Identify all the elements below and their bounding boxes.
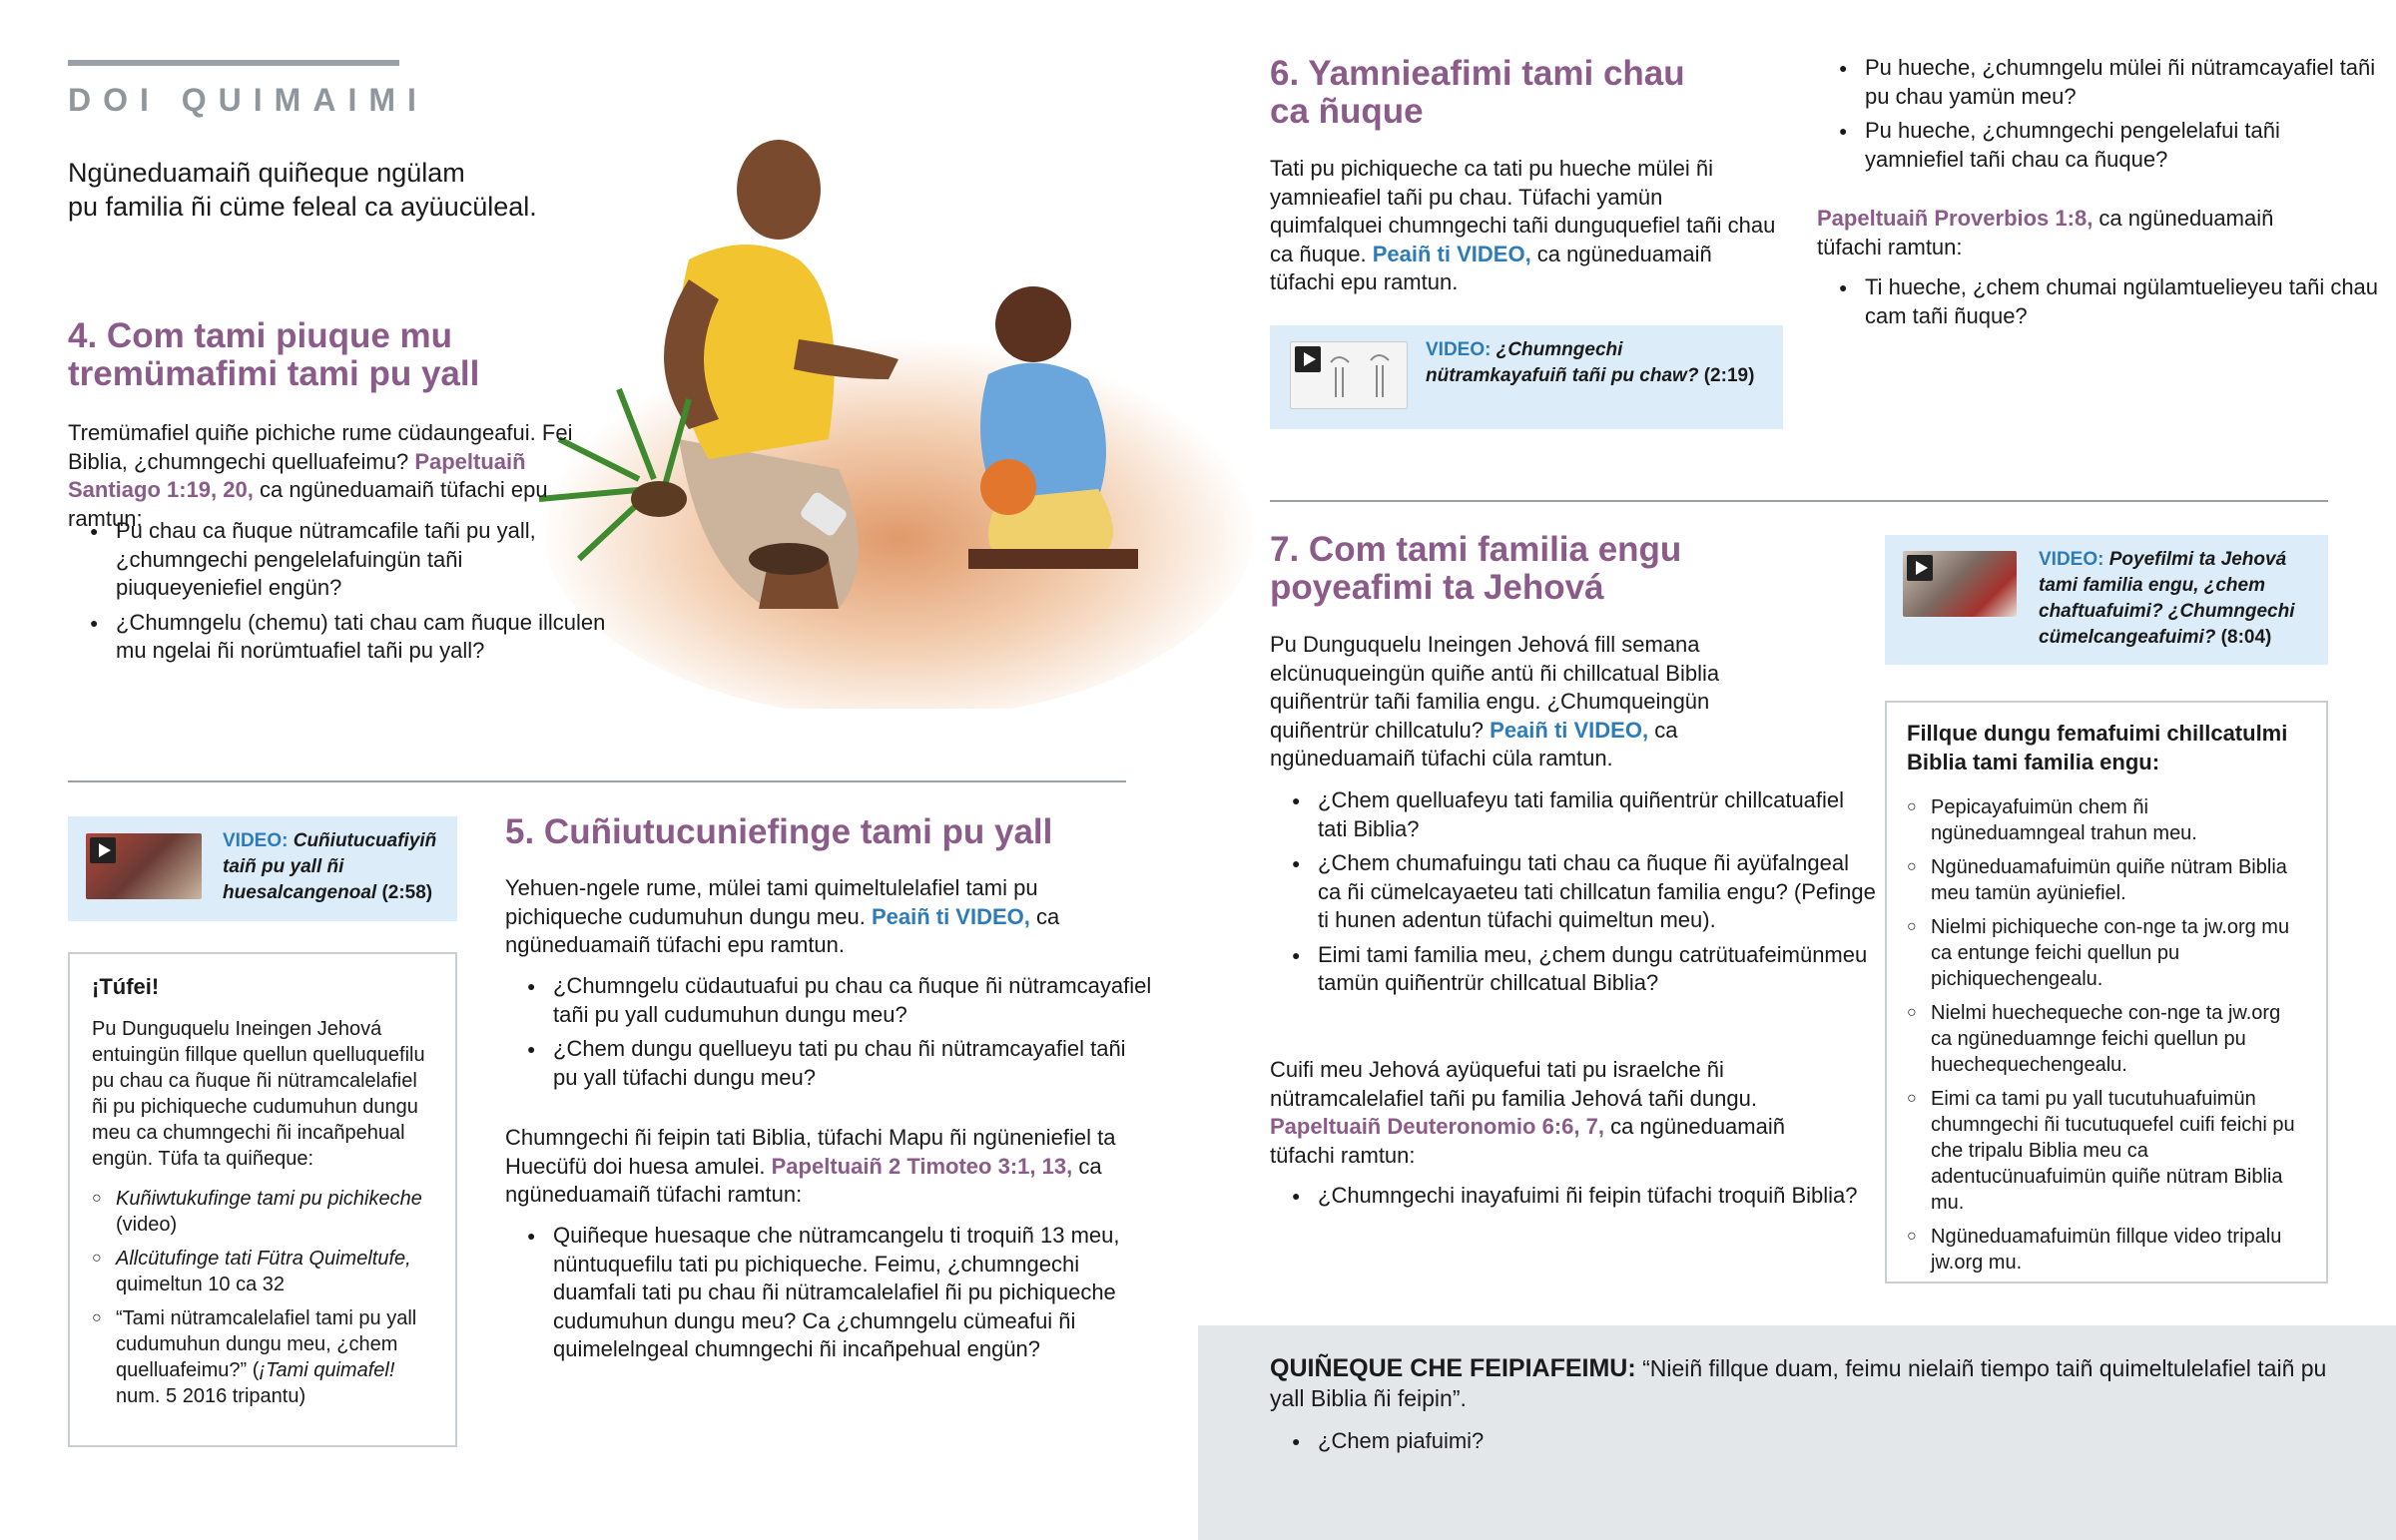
section-4-paragraph (68, 419, 615, 533)
header-bar (68, 60, 399, 66)
section-5-text-c: Chumngechi ñi feipin tati Biblia, tüfachi Mapu ñi ngüneniefiel ta Huecüfü doi huesa amulei. (505, 1125, 1116, 1179)
section-7-questions-1 (1270, 786, 1877, 1004)
video-link[interactable]: Peaiñ ti VIDEO, (1372, 241, 1531, 266)
footer-questions (1270, 1427, 2316, 1462)
divider-right (1270, 500, 2328, 502)
scripture-ref-santiago[interactable]: Papeltuaiñ Santiago 1:19, 20, (68, 448, 526, 502)
tips-title: Fillque dungu femafuimi chillcatulmi Biblia tami familia engu: (1907, 721, 2288, 774)
question-item: ● Pu chau ca ñuque nütramcafile tañi pu yall, ¿chumngechi pengelelafuingün tañi piuqueyeniefiel engün? (116, 517, 615, 603)
section-6-text-a: Tati pu pichiqueche ca tati pu hueche mülei ñi yamnieafiel tañi pu chau. Tüfachi yamün quimfalquei chumngechi tañi dunguquefiel tañi chau ca ñuque. (1270, 156, 1776, 266)
question-item: ● Quiñeque huesaque che nütramcangelu ti troquiñ 13 meu, nüntuquefilu tati pu pichiqueche. Feimu, ¿chumngechi duamfali tati pu chau ñi nütramcalelafiel ñi pu pichiqueche cudumuhun dungu meu? Ca ¿chumngelu cümeafui ñi quimelelngeal chumngechi ñi incañpehual engün? (553, 1222, 1152, 1364)
tufei-item-title: Kuñiwtukufinge tami pu pichikeche (116, 1188, 422, 1210)
video-title: ¿Chumngechi nütramkayafuiñ tañi pu chaw? (1426, 339, 1699, 386)
question-item: ● Pu hueche, ¿chumngechi pengelelafui tañi yamniefiel tañi chau ca ñuque? (1865, 117, 2384, 174)
section-7-questions-2 (1270, 1182, 1877, 1217)
tufei-item[interactable] (116, 1246, 433, 1297)
question-item: ● Eimi tami familia meu, ¿chem dungu catrütuafeimünmeu tamün quiñentrür chillcatual Biblia? (1318, 941, 1877, 998)
section-5-text-d: ca ngüneduamaiñ tüfachi ramtun: (505, 1153, 1102, 1207)
video-thumbnail[interactable] (1290, 341, 1408, 409)
intro-text: Ngüneduamaiñ quiñeque ngülam pu familia ñi cüme feleal ca ayüucüleal. (68, 158, 537, 222)
video-duration: (8:04) (2220, 627, 2272, 648)
footer-label: QUIÑEQUE CHE FEIPIAFEIMU: (1270, 1354, 1636, 1382)
video-duration: (2:58) (381, 882, 433, 903)
scripture-ref-proverbios[interactable]: Papeltuaiñ Proverbios 1:8, (1817, 206, 2094, 231)
tufei-item[interactable] (116, 1305, 433, 1409)
section-7-paragraph-1 (1270, 631, 1809, 773)
section-6-paragraph-2 (1817, 205, 2336, 261)
scripture-ref-deuteronomio[interactable]: Papeltuaiñ Deuteronomio 6:6, 7, (1270, 1114, 1604, 1139)
tip-item: ○ Nielmi pichiqueche con-nge ta jw.org mu ca entunge feichi quellun pu pichiquechengealu. (1931, 914, 2306, 992)
section-7-text-b: ca ngüneduamaiñ tüfachi cüla ramtun. (1270, 717, 1678, 770)
illustration-father-son (539, 140, 1258, 709)
tufei-title: ¡Túfei! (92, 974, 160, 999)
section-6-text-b: ca ngüneduamaiñ tüfachi epu ramtun. (1270, 241, 1712, 294)
tufei-item-detail: (video) (116, 1214, 178, 1236)
section-5-paragraph-2 (505, 1124, 1124, 1210)
video-duration: (2:19) (1703, 365, 1755, 386)
video-thumbnail[interactable] (86, 833, 202, 899)
tip-item: ○ Eimi ca tami pu yall tucutuhuafuimün chumngechi ñi tucutuquefel cuifi feichi pu che tripalu Biblia meu ca adentucünuafuimün quiñe nütram Biblia mu. (1931, 1086, 2306, 1216)
tufei-item-detail: quimeltun 10 ca 32 (116, 1274, 286, 1295)
section-6-title: 6. Yamnieafimi tami chau ca ñuque (1270, 54, 1685, 131)
question-item: ● ¿Chem dungu quellueyu tati pu chau ñi nütramcayafiel tañi pu yall tüfachi dungu meu? (553, 1035, 1152, 1092)
question-item: ● ¿Chumngelu cüdautuafui pu chau ca ñuque ñi nütramcayafiel tañi pu yall cudumuhun dungu meu? (553, 972, 1152, 1029)
scripture-ref-timoteo[interactable]: Papeltuaiñ 2 Timoteo 3:1, 13, (771, 1153, 1073, 1179)
video-label[interactable] (1426, 337, 1765, 389)
section-5-paragraph-1 (505, 874, 1124, 960)
tufei-item[interactable] (116, 1186, 433, 1238)
tip-item: ○ Ngüneduamafuimün fillque video tripalu jw.org mu. (1931, 1224, 2306, 1276)
section-7-text-a: Pu Dunguquelu Ineingen Jehová fill semana elcünuqueingün quiñe antü ñi chillcatual Biblia quiñentrür tañi familia engu. ¿Chumqueingün quiñentrür chillcatulu? (1270, 632, 1720, 743)
play-icon[interactable] (1907, 555, 1933, 581)
footer-quote (1270, 1353, 2328, 1413)
section-5-text-a: Yehuen-ngele rume, mülei tami quimeltulelafiel tami pu pichiqueche cudumuhun dungu meu. (505, 875, 1038, 929)
section-6-paragraph (1270, 155, 1779, 297)
question-item: ● Pu hueche, ¿chumngelu mülei ñi nütramcayafiel tañi pu chau yamün meu? (1865, 54, 2384, 111)
question-item: ● ¿Chem piafuimi? (1318, 1427, 2316, 1456)
question-item: ● Ti hueche, ¿chem chumai ngülamtuelieyeu tañi chau cam tañi ñuque? (1865, 273, 2384, 330)
section-7-paragraph-2 (1270, 1056, 1829, 1170)
tufei-text: Pu Dunguquelu Ineingen Jehová entuingün fillque quellun quelluquefilu pu chau ca ñuque ñi nütramcalelafiel ñi pu pichiqueche cudumuhun dungu meu ca chumngechi ñi incañpehual engün. Tüfa ta quiñeque: (92, 1018, 425, 1170)
tufei-item-pre: “Tami nütramcalelafiel tami pu yall cudumuhun dungu meu, ¿chem quelluafeimu?” ( (116, 1307, 417, 1381)
video-link[interactable]: Peaiñ ti VIDEO, (1490, 717, 1649, 743)
section-4-questions (68, 517, 615, 672)
question-item: ● ¿Chumngelu (chemu) tati chau cam ñuque illculen mu ngelai ñi norümtuafiel tañi pu yall? (116, 609, 615, 666)
section-4-title: 4. Com tami piuque mu tremümafimi tami pu yall (68, 316, 480, 393)
section-7-text-c: Cuifi meu Jehová ayüquefui tati pu israelche ñi nütramcalelafiel tañi pu familia Jehová tañi dungu. (1270, 1057, 1757, 1111)
tip-item: ○ Ngüneduamafuimün quiñe nütram Biblia meu tamün ayüniefiel. (1931, 854, 2306, 906)
video-label[interactable] (223, 828, 447, 906)
tufei-box (68, 952, 457, 1447)
section-7-title: 7. Com tami familia engu poyeafimi ta Jehová (1270, 530, 1682, 607)
tip-item: ○ Nielmi huechequeche con-nge ta jw.org ca ngüneduamnge feichi quellun pu huechequechengealu. (1931, 1000, 2306, 1078)
section-7-text-d: ca ngüneduamaiñ tüfachi ramtun: (1270, 1114, 1785, 1168)
tufei-item-title: ¡Tami quimafel! (259, 1359, 395, 1381)
video-title: Cuñiutucuafiyiñ taiñ pu yall ñi huesalcangenoal (223, 830, 437, 903)
tips-box (1885, 701, 2328, 1283)
question-item: ● ¿Chumngechi inayafuimi ñi feipin tüfachi troquiñ Biblia? (1318, 1182, 1877, 1211)
video-tag: VIDEO: (1426, 339, 1492, 360)
section-6-questions-2 (1817, 273, 2384, 336)
section-4-text-b: ca ngüneduamaiñ tüfachi epu ramtun: (68, 477, 548, 531)
video-card-s7[interactable] (1885, 535, 2328, 665)
video-tag: VIDEO: (223, 830, 289, 851)
video-title: Poyefilmi ta Jehová tami familia engu, ¿chem chaftuafuimi? ¿Chumngechi cümelcangeafuimi? (2039, 549, 2295, 648)
section-4-text-a: Tremümafiel quiñe pichiche rume cüdaungeafui. Fei Biblia, ¿chumngechi quelluafeimu? (68, 420, 573, 474)
section-5-text-b: ca ngüneduamaiñ tüfachi epu ramtun. (505, 903, 1060, 957)
tips-list (1907, 794, 2306, 1276)
tufei-item-detail: num. 5 2016 tripantu) (116, 1385, 306, 1407)
question-item: ● ¿Chem chumafuingu tati chau ca ñuque ñi ayüfalngeal ca ñi cümelcayaeteu tati chillcatun familia engu? (Pefinge ti hunen adentun tüfachi quimeltun meu). (1318, 849, 1877, 935)
footer-quote-text: “Nieiñ fillque duam, feimu nielaiñ tiempo taiñ quimeltulelafiel taiñ pu yall Biblia ñi feipin”. (1270, 1355, 2327, 1411)
section-5-questions-1 (505, 972, 1152, 1098)
section-label: DOI QUIMAIMI (68, 82, 428, 118)
video-thumbnail[interactable] (1903, 551, 2017, 617)
tufei-list (92, 1186, 433, 1409)
play-icon[interactable] (90, 837, 116, 863)
divider-left (68, 780, 1126, 782)
section-6-text-c: ca ngüneduamaiñ tüfachi ramtun: (1817, 206, 2274, 259)
video-card-s6[interactable] (1270, 325, 1783, 429)
sketch-icon (1291, 342, 1407, 408)
video-link[interactable]: Peaiñ ti VIDEO, (871, 903, 1030, 929)
question-item: ● ¿Chem quelluafeyu tati familia quiñentrür chillcatuafiel tati Biblia? (1318, 786, 1877, 843)
section-5-title: 5. Cuñiutucuniefinge tami pu yall (505, 812, 1053, 851)
video-tag: VIDEO: (2039, 549, 2104, 570)
section-5-questions-2 (505, 1222, 1152, 1370)
section-6-questions-1 (1817, 54, 2384, 180)
video-card-s5[interactable] (68, 816, 457, 921)
tufei-item-title: Allcütufinge tati Fütra Quimeltufe, (116, 1248, 411, 1270)
tip-item: ○ Pepicayafuimün chem ñi ngüneduamngeal trahun meu. (1931, 794, 2306, 846)
video-label[interactable] (2039, 547, 2318, 651)
